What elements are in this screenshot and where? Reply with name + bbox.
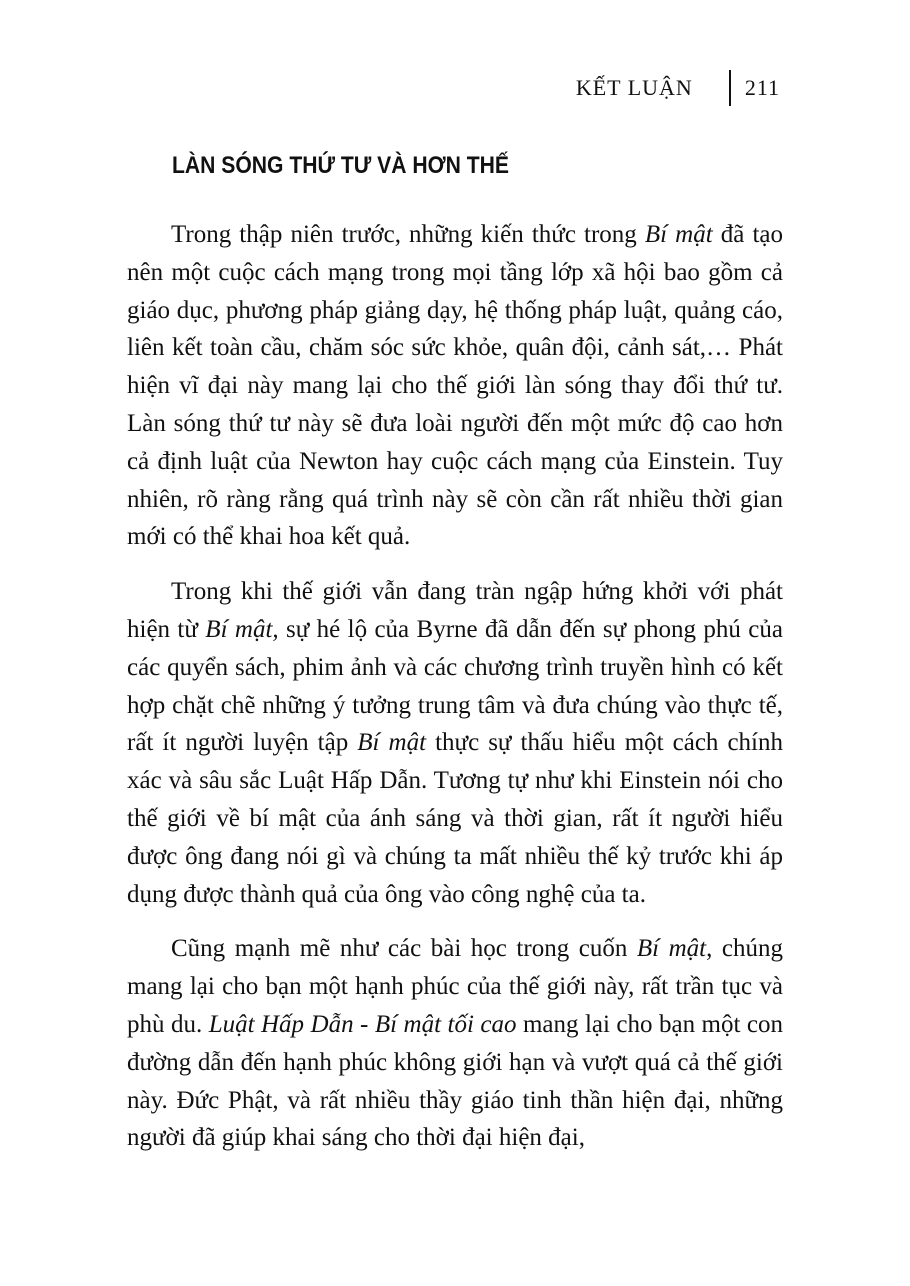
book-title: Bí mật bbox=[636, 935, 707, 963]
book-title: Luật Hấp Dẫn - Bí mật tối cao bbox=[208, 1010, 517, 1038]
text-run: Cũng mạnh mẽ như các bài học trong cuốn bbox=[171, 935, 637, 963]
text-run: , chúng mang lại cho bạn một hạnh phúc của thế giới này, rất trần tục và phù du. bbox=[127, 935, 783, 1038]
text-run: sự hé lộ của Byrne đã dẫn đến sự phong phú của các quyển sách, phim ảnh và các chương trình truyền hình có kết hợp chặt chẽ những ý tưởng trung tâm và đưa chúng vào thực tế, rất ít người luyện tập bbox=[127, 615, 783, 757]
section-title: KẾT LUẬN bbox=[575, 75, 693, 100]
book-title: Bí mật bbox=[644, 221, 713, 248]
text-run: Trong thập niên trước, những kiến thức trong bbox=[171, 221, 645, 248]
book-title: Bí mật, bbox=[205, 615, 279, 643]
running-head bbox=[576, 70, 780, 106]
body-text bbox=[127, 216, 783, 1174]
text-run: Trong khi thế giới vẫn đang tràn ngập hứng khởi với phát hiện từ bbox=[127, 578, 783, 643]
paragraph-3 bbox=[127, 930, 783, 1157]
section-heading: LÀN SÓNG THỨ TƯ VÀ HƠN THẾ bbox=[172, 152, 510, 179]
text-run: thực sự thấu hiểu một cách chính xác và sâu sắc Luật Hấp Dẫn. Tương tự như khi Einstein nói cho thế giới về bí mật của ánh sáng và thời gian, rất ít người hiểu được ông đang nói gì và chúng ta mất nhiều thế kỷ trước khi áp dụng được thành quả của ông vào công nghệ của ta. bbox=[127, 729, 783, 908]
text-run: đã tạo nên một cuộc cách mạng trong mọi tầng lớp xã hội bao gồm cả giáo dục, phương pháp giảng dạy, hệ thống pháp luật, quảng cáo, liên kết toàn cầu, chăm sóc sức khỏe, quân đội, cảnh sát,… Phát hiện vĩ đại này mang lại cho thế giới làn sóng thay đổi thứ tư. Làn sóng thứ tư này sẽ đưa loài người đến một mức độ cao hơn cả định luật của Newton hay cuộc cách mạng của Einstein. Tuy nhiên, rõ ràng rằng quá trình này sẽ còn cần rất nhiều thời gian mới có thể khai hoa kết quả. bbox=[127, 221, 783, 551]
page-number: 211 bbox=[744, 75, 780, 100]
book-title: Bí mật bbox=[357, 729, 427, 757]
paragraph-1 bbox=[127, 216, 783, 556]
paragraph-2 bbox=[127, 573, 783, 913]
text-run: mang lại cho bạn một con đường dẫn đến hạnh phúc không giới hạn và vượt quá cả thế giới này. Đức Phật, và rất nhiều thầy giáo tinh thần hiện đại, những người đã giúp khai sáng cho thời đại hiện đại, bbox=[127, 1010, 783, 1152]
header-divider bbox=[729, 70, 731, 106]
